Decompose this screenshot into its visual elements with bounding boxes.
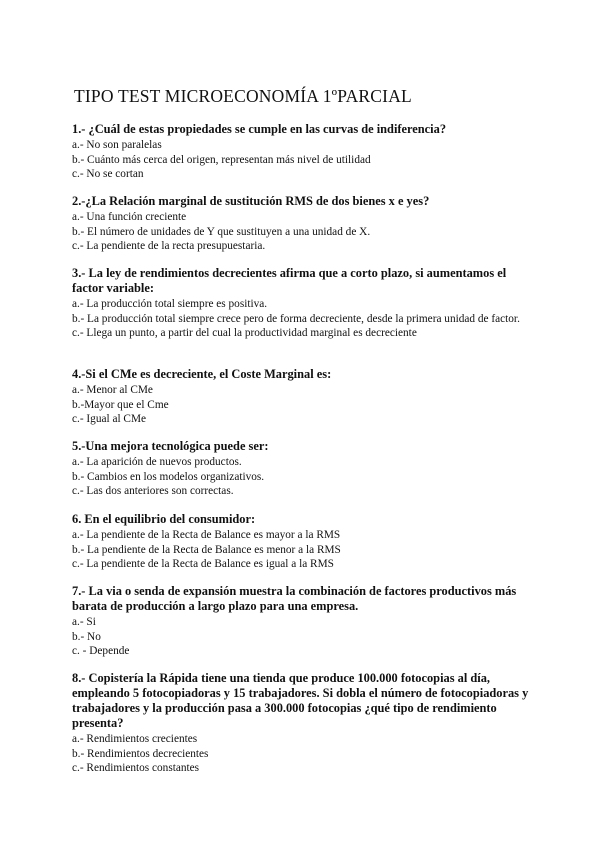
question-text: 4.-Si el CMe es decreciente, el Coste Marginal es: xyxy=(72,367,332,381)
question-text: 8.- Copistería la Rápida tiene una tienda que produce 100.000 fotocopias al día, empleando 5 fotocopiadoras y 15 trabajadores. Si dobla el número de fotocopiadoras y trabajadores y la producción pasa a 300.000 fotocopias ¿qué tipo de rendimiento presenta? xyxy=(72,671,529,730)
question-1 xyxy=(72,122,532,182)
option-b: b.- Rendimientos decrecientes xyxy=(72,747,209,760)
option-a: a.- No son paralelas xyxy=(72,139,162,151)
option-c: c.- Rendimientos constantes xyxy=(72,762,200,774)
question-text: 5.-Una mejora tecnológica puede ser: xyxy=(72,439,269,453)
option-c: c.- Llega un punto, a partir del cual la productividad marginal es decreciente xyxy=(72,327,417,339)
question-text: 6. En el equilibrio del consumidor: xyxy=(72,512,256,526)
question-text: 7.- La via o senda de expansión muestra la combinación de factores productivos más barata de producción a largo plazo para una empresa. xyxy=(72,584,517,613)
question-text: 3.- La ley de rendimientos decrecientes afirma que a corto plazo, si aumentamos el factor variable: xyxy=(72,266,507,295)
option-b: b.- La producción total siempre crece pero de forma decreciente, desde la primera unidad de factor. xyxy=(72,312,520,325)
option-a: a.- Una función creciente xyxy=(72,211,187,223)
option-c: c.- La pendiente de la Recta de Balance es igual a la RMS xyxy=(72,558,334,570)
question-6 xyxy=(72,512,532,572)
option-b: b.-Mayor que el Cme xyxy=(72,398,169,411)
option-a: a.- Menor al CMe xyxy=(72,384,153,396)
question-2 xyxy=(72,194,532,254)
option-a: a.- La producción total siempre es positiva. xyxy=(72,298,268,310)
option-c: c.- No se cortan xyxy=(72,168,144,180)
option-c: c.- Las dos anteriores son correctas. xyxy=(72,485,234,497)
question-3 xyxy=(72,266,532,341)
question-text: 1.- ¿Cuál de estas propiedades se cumple en las curvas de indiferencia? xyxy=(72,122,447,136)
page-title: TIPO TEST MICROECONOMÍA 1ºPARCIAL xyxy=(74,86,412,106)
option-b: b.- No xyxy=(72,630,101,643)
question-7 xyxy=(72,584,532,659)
option-c: c.- La pendiente de la recta presupuestaria. xyxy=(72,240,266,252)
option-b: b.- Cuánto más cerca del origen, representan más nivel de utilidad xyxy=(72,153,371,166)
question-8 xyxy=(72,671,532,776)
question-5 xyxy=(72,439,532,499)
option-c: c. - Depende xyxy=(72,645,130,657)
option-a: a.- Si xyxy=(72,616,96,628)
option-a: a.- Rendimientos crecientes xyxy=(72,733,198,745)
option-b: b.- El número de unidades de Y que sustituyen a una unidad de X. xyxy=(72,225,371,238)
question-4 xyxy=(72,367,532,427)
question-text: 2.-¿La Relación marginal de sustitución RMS de dos bienes x e yes? xyxy=(72,194,430,208)
option-a: a.- La aparición de nuevos productos. xyxy=(72,456,242,468)
option-b: b.- Cambios en los modelos organizativos. xyxy=(72,470,265,483)
option-b: b.- La pendiente de la Recta de Balance es menor a la RMS xyxy=(72,543,341,556)
option-a: a.- La pendiente de la Recta de Balance es mayor a la RMS xyxy=(72,529,341,541)
option-c: c.- Igual al CMe xyxy=(72,413,147,425)
